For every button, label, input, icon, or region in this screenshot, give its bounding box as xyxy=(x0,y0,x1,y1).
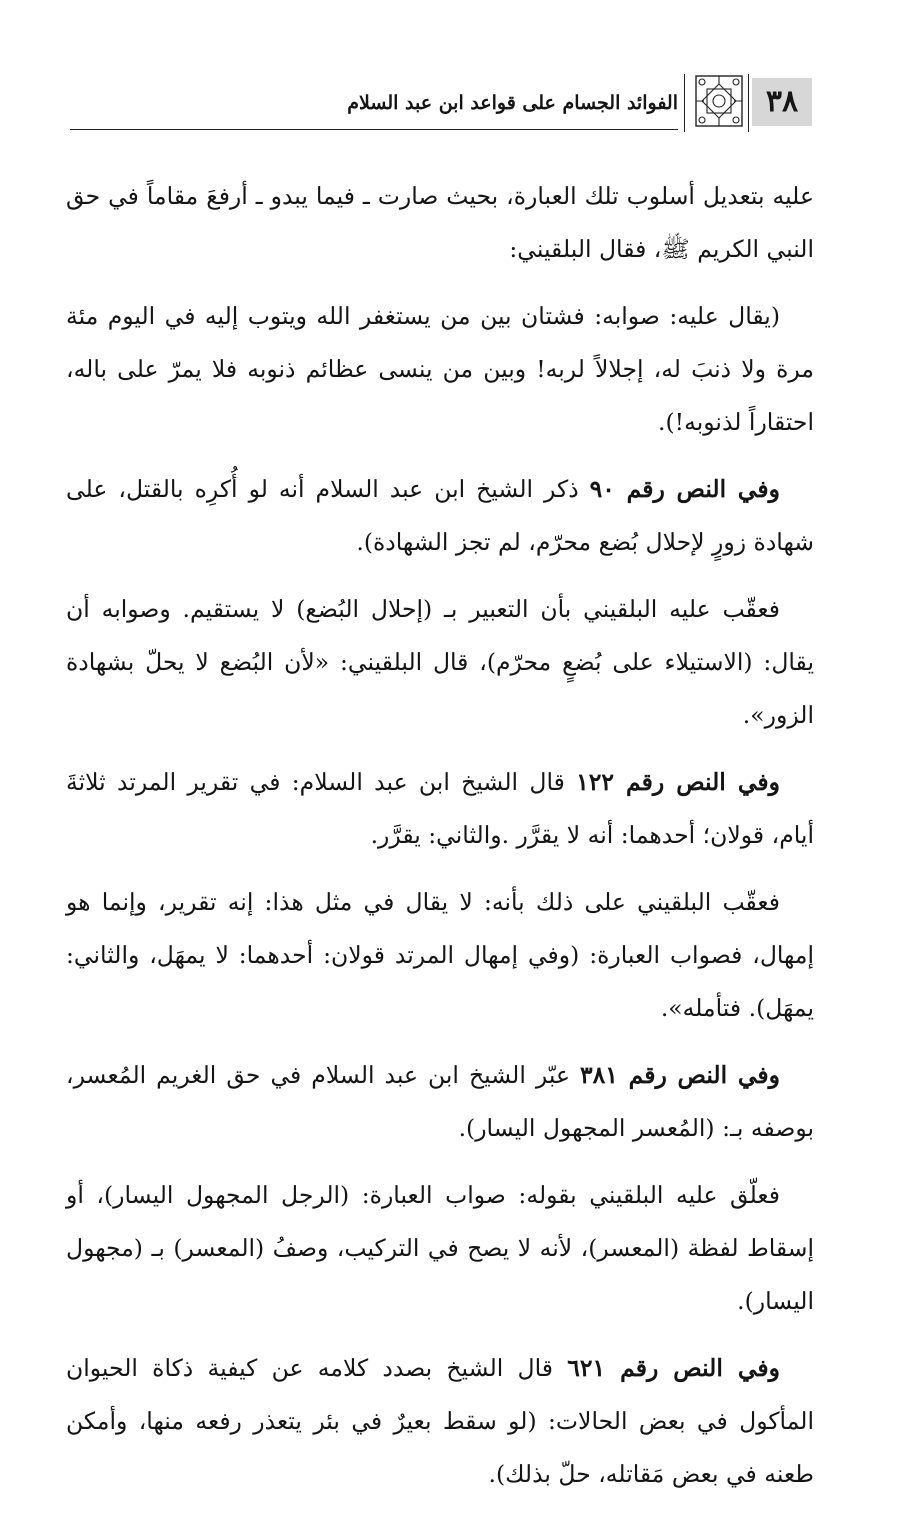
header-divider xyxy=(748,74,749,132)
paragraph-lead: وفي النص رقم ١٢٢ xyxy=(576,768,780,796)
paragraph xyxy=(66,1049,814,1155)
ornament-icon xyxy=(694,72,744,130)
paragraph-lead: وفي النص رقم ٣٨١ xyxy=(579,1061,780,1089)
page-body xyxy=(66,170,814,1515)
paragraph-text: قال الشيخ ابن عبد السلام: في تقرير المرتد ثلاثةَ أيام، قولان؛ أحدهما: أنه لا يقرَّر .والثاني: يقرَّر. xyxy=(66,768,814,849)
running-title: الفوائد الجسام على قواعد ابن عبد السلام xyxy=(347,92,678,114)
paragraph-lead: وفي النص رقم ٩٠ xyxy=(589,475,780,503)
paragraph-text: ذكر الشيخ ابن عبد السلام أنه لو أُكرِه بالقتل، على شهادة زورٍ لإحلال بُضع محرّم، لم تجز الشهادة). xyxy=(66,475,814,556)
page-header xyxy=(70,72,812,134)
paragraph xyxy=(66,1169,814,1328)
paragraph-text: قال الشيخ بصدد كلامه عن كيفية ذكاة الحيوان المأكول في بعض الحالات: (لو سقط بعيرٌ في بئر يتعذر رفعه منها، وأمكن طعنه في بعض مَقاتله، حلّ بذلك). xyxy=(66,1354,814,1488)
paragraph-lead: وفي النص رقم ٦٢١ xyxy=(567,1354,781,1382)
paragraph xyxy=(66,170,814,276)
paragraph-text: فعقّب البلقيني على ذلك بأنه: لا يقال في مثل هذا: إنه تقرير، وإنما هو إمهال، فصواب العبارة: (وفي إمهال المرتد قولان: أحدهما: لا يمهَل، والثاني: يمهَل). فتأمله». xyxy=(66,888,814,1022)
paragraph-text: عبّر الشيخ ابن عبد السلام في حق الغريم المُعسر، بوصفه بـ: (المُعسر المجهول اليسار). xyxy=(66,1061,814,1142)
header-divider xyxy=(684,74,685,132)
header-rule xyxy=(70,129,678,130)
paragraph xyxy=(66,756,814,862)
paragraph xyxy=(66,463,814,569)
paragraph xyxy=(66,876,814,1035)
paragraph xyxy=(66,583,814,742)
paragraph-text: (يقال عليه: صوابه: فشتان بين من يستغفر الله ويتوب إليه في اليوم مئة مرة ولا ذنبَ له، إجلالاً لربه! وبين من ينسى عظائم ذنوبه فلا يمرّ على باله، احتقاراً لذنوبه!). xyxy=(66,302,814,436)
paragraph xyxy=(66,1342,814,1501)
paragraph xyxy=(66,290,814,449)
paragraph-text: عليه بتعديل أسلوب تلك العبارة، بحيث صارت ـ فيما يبدو ـ أرفعَ مقاماً في حق النبي الكريم ﷺ، فقال البلقيني: xyxy=(66,182,814,263)
page-number: ٣٨ xyxy=(752,78,812,126)
paragraph-text: فعقّب عليه البلقيني بأن التعبير بـ (إحلال البُضع) لا يستقيم. وصوابه أن يقال: (الاستيلاء على بُضعٍ محرّم)، قال البلقيني: «لأن البُضع لا يحلّ بشهادة الزور». xyxy=(66,595,814,729)
paragraph-text: فعلّق عليه البلقيني بقوله: صواب العبارة: (الرجل المجهول اليسار)، أو إسقاط لفظة (المعسر)، لأنه لا يصح في التركيب، وصفُ (المعسر) بـ (مجهول اليسار). xyxy=(66,1181,814,1315)
